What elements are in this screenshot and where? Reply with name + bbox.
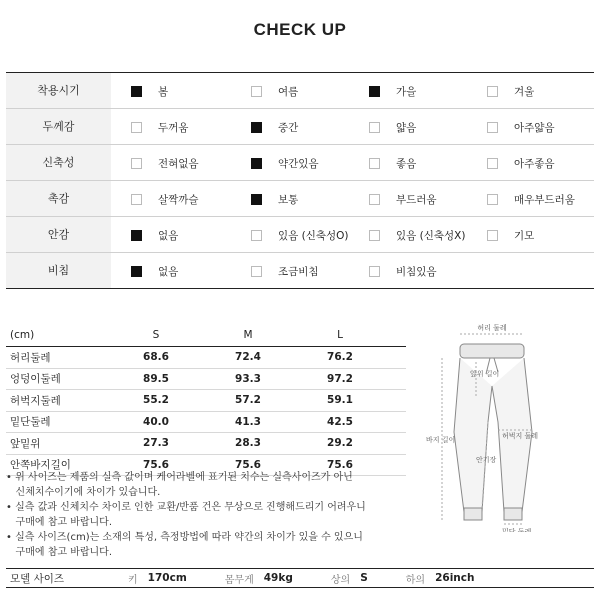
checked-box-icon: [251, 194, 262, 205]
check-option-label: 얇음: [396, 122, 417, 134]
unchecked-box-icon: [131, 122, 142, 133]
check-option-label: 매우부드러움: [514, 194, 575, 206]
check-option-label: 좋음: [396, 158, 417, 170]
unchecked-box-icon: [487, 122, 498, 133]
check-option: [487, 84, 534, 99]
size-cell: 75.6: [143, 458, 169, 471]
check-option-label: 약간있음: [278, 158, 319, 170]
size-cell: 68.6: [143, 351, 169, 364]
check-option-label: 두꺼움: [158, 122, 189, 134]
check-row-label: 안감: [6, 217, 111, 252]
size-cell: 29.2: [327, 437, 353, 450]
check-option-label: 여름: [278, 86, 299, 98]
left-cuff-shape: [464, 508, 482, 520]
check-option: [131, 156, 199, 171]
check-option: [369, 228, 465, 243]
size-cell: 89.5: [143, 372, 169, 385]
check-option: [131, 192, 199, 207]
check-row: [6, 145, 594, 181]
checked-box-icon: [131, 230, 142, 241]
size-cell: 55.2: [143, 394, 169, 407]
unchecked-box-icon: [369, 158, 380, 169]
check-option-label: 보통: [278, 194, 299, 206]
pants-diagram-svg: [420, 312, 596, 532]
size-table-row: [6, 369, 406, 391]
check-option: [487, 156, 555, 171]
check-option: [369, 192, 437, 207]
size-cell: 59.1: [327, 394, 353, 407]
model-height-key: 키: [128, 574, 138, 586]
check-option: [369, 156, 416, 171]
checked-box-icon: [251, 122, 262, 133]
notes-section: [6, 470, 416, 560]
size-row-name: 안쪽바지길이: [10, 459, 71, 472]
check-option: [131, 120, 188, 135]
check-option: [487, 228, 534, 243]
unchecked-box-icon: [131, 158, 142, 169]
model-bottom-key: 하의: [405, 574, 426, 586]
check-row: [6, 253, 594, 288]
page-title: CHECK UP: [253, 20, 347, 39]
hem-label: 밑단 둘레: [502, 528, 532, 532]
unchecked-box-icon: [369, 266, 380, 277]
check-row-label: 신축성: [6, 145, 111, 180]
unchecked-box-icon: [131, 194, 142, 205]
check-option: [251, 264, 319, 279]
size-cell: 93.3: [235, 372, 261, 385]
checked-box-icon: [131, 266, 142, 277]
check-option: [369, 264, 437, 279]
check-option: [131, 264, 178, 279]
note-line: 신체치수이기에 차이가 있습니다.: [6, 487, 161, 498]
inseam-label: 안기장: [476, 456, 497, 464]
size-cell: 75.6: [327, 458, 353, 471]
size-cell: 40.0: [143, 415, 169, 428]
size-column-header: L: [337, 329, 343, 341]
checked-box-icon: [251, 158, 262, 169]
check-option-label: 비침있음: [396, 266, 437, 278]
unchecked-box-icon: [251, 230, 262, 241]
check-option-label: 아주얇음: [514, 122, 555, 134]
size-table: [6, 324, 406, 476]
size-cell: 76.2: [327, 351, 353, 364]
check-option-label: 부드러움: [396, 194, 437, 206]
checked-box-icon: [369, 86, 380, 97]
left-leg-shape: [454, 358, 492, 512]
check-option-label: 가을: [396, 86, 417, 98]
note-line: 구매에 참고 바랍니다.: [6, 547, 113, 558]
check-option-label: 있음 (신축성X): [396, 230, 466, 242]
model-size-label: 모델 사이즈: [10, 572, 65, 585]
front-rise-label: 앞위 길이: [470, 370, 500, 378]
check-option-label: 살짝까슬: [158, 194, 199, 206]
check-row: [6, 73, 594, 109]
check-option: [251, 84, 298, 99]
size-row-name: 허벅지둘레: [10, 394, 61, 407]
size-cell: 72.4: [235, 351, 261, 364]
size-unit: (cm): [10, 329, 35, 341]
size-row-name: 앞밑위: [10, 437, 41, 450]
check-up-table: [6, 72, 594, 289]
length-label: 바지 길이: [426, 436, 456, 444]
unchecked-box-icon: [251, 86, 262, 97]
model-weight-value: 49kg: [263, 572, 293, 584]
unchecked-box-icon: [487, 230, 498, 241]
check-row-label: 촉감: [6, 181, 111, 216]
size-cell: 75.6: [235, 458, 261, 471]
note-line: • 위 사이즈는 제품의 실측 값이며 케어라벨에 표기된 치수는 실측사이즈가 아닌: [6, 472, 353, 483]
check-option-label: 중간: [278, 122, 299, 134]
model-top-key: 상의: [330, 574, 351, 586]
check-option: [487, 120, 555, 135]
check-option: [251, 192, 298, 207]
check-row: [6, 217, 594, 253]
thigh-label: 허벅지 둘레: [502, 432, 539, 440]
size-cell: 41.3: [235, 415, 261, 428]
size-table-header: [6, 324, 406, 347]
size-column-header: M: [243, 329, 253, 341]
check-option: [369, 120, 416, 135]
check-option-label: 아주좋음: [514, 158, 555, 170]
check-option-label: 전혀없음: [158, 158, 199, 170]
size-table-row: [6, 347, 406, 369]
size-cell: 28.3: [235, 437, 261, 450]
check-option: [131, 228, 178, 243]
check-option: [251, 156, 319, 171]
check-option-label: 없음: [158, 230, 179, 242]
unchecked-box-icon: [369, 230, 380, 241]
check-row: [6, 109, 594, 145]
size-column-header: S: [152, 329, 160, 341]
right-cuff-shape: [504, 508, 522, 520]
unchecked-box-icon: [487, 86, 498, 97]
unchecked-box-icon: [251, 266, 262, 277]
check-option-label: 있음 (신축성O): [278, 230, 349, 242]
unchecked-box-icon: [487, 158, 498, 169]
unchecked-box-icon: [369, 194, 380, 205]
waist-label: 허리 둘레: [477, 324, 507, 332]
size-table-row: [6, 412, 406, 434]
note-line: 구매에 참고 바랍니다.: [6, 517, 113, 528]
check-option-label: 없음: [158, 266, 179, 278]
size-cell: 42.5: [327, 415, 353, 428]
size-cell: 97.2: [327, 372, 353, 385]
size-row-name: 허리둘레: [10, 351, 51, 364]
check-option-label: 기모: [514, 230, 535, 242]
note-line: • 실측 값과 신체치수 차이로 인한 교환/반품 건은 무상으로 진행해드리기 어려우니: [6, 502, 366, 513]
check-option-label: 봄: [158, 86, 169, 98]
model-top-value: S: [360, 572, 368, 584]
check-option: [487, 192, 575, 207]
size-cell: 57.2: [235, 394, 261, 407]
model-height-value: 170cm: [147, 572, 187, 584]
check-row-label: 착용시기: [6, 73, 111, 108]
check-option-label: 조금비침: [278, 266, 319, 278]
waistband-shape: [460, 344, 524, 358]
check-option-label: 겨울: [514, 86, 535, 98]
checked-box-icon: [131, 86, 142, 97]
pants-diagram: [420, 312, 596, 532]
check-row-label: 비침: [6, 253, 111, 288]
unchecked-box-icon: [487, 194, 498, 205]
size-row-name: 엉덩이둘레: [10, 373, 61, 386]
check-option: [131, 84, 168, 99]
check-option: [251, 228, 349, 243]
check-row: [6, 181, 594, 217]
size-row-name: 밑단둘레: [10, 416, 51, 429]
model-size-row: [6, 568, 594, 588]
size-table-row: [6, 433, 406, 455]
check-option: [251, 120, 298, 135]
model-weight-key: 몸무게: [224, 574, 254, 586]
note-line: • 실측 사이즈(cm)는 소재의 특성, 측정방법에 따라 약간의 차이가 있을 수 있으니: [6, 532, 363, 543]
size-cell: 27.3: [143, 437, 169, 450]
check-option: [369, 84, 416, 99]
model-bottom-value: 26inch: [435, 572, 475, 584]
size-table-row: [6, 390, 406, 412]
check-row-label: 두께감: [6, 109, 111, 144]
unchecked-box-icon: [369, 122, 380, 133]
